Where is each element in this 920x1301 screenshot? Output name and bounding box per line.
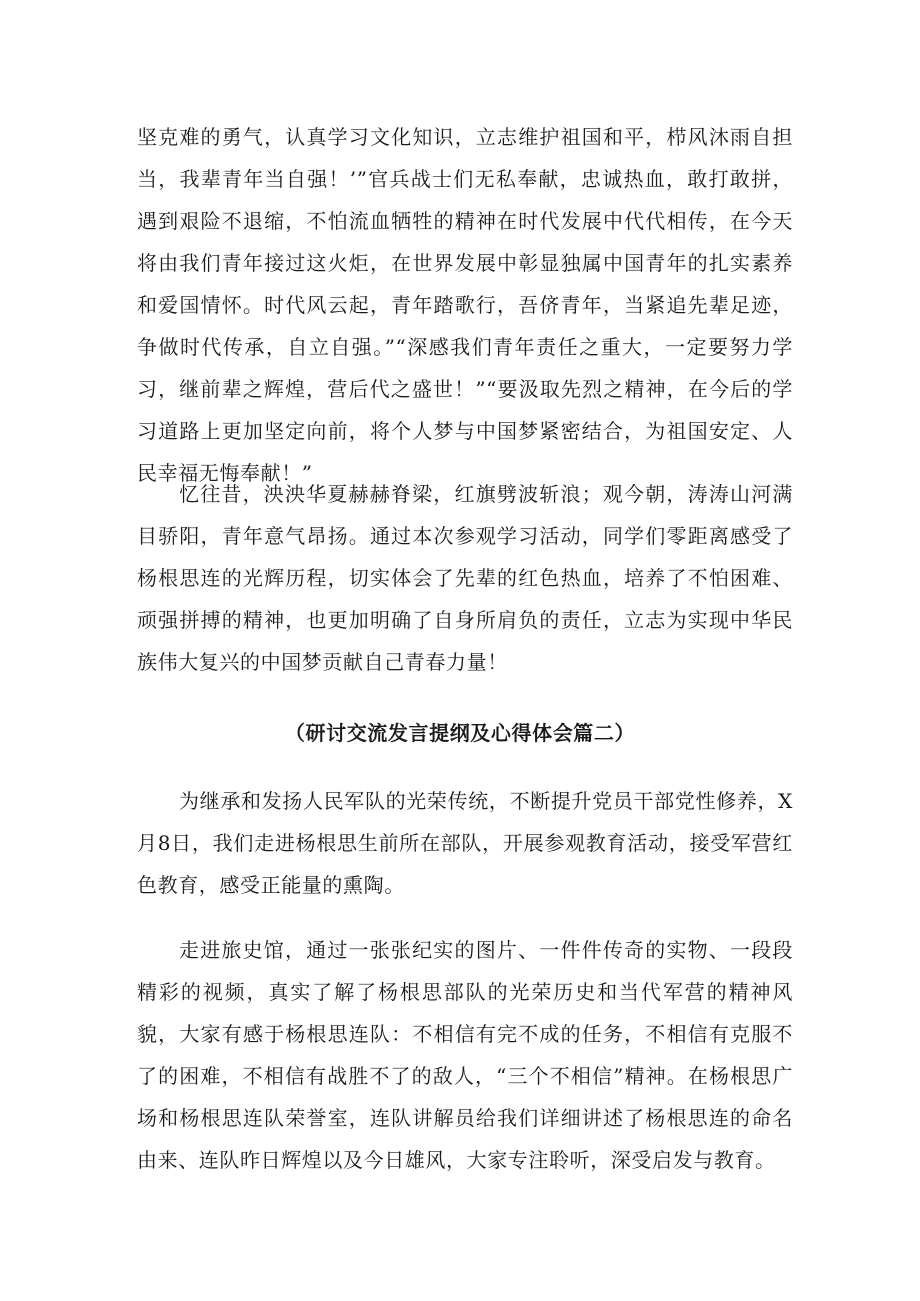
paragraph-museum-visit: 走进旅史馆，通过一张张纪实的图片、一件件传奇的实物、一段段精彩的视频，真实了解了杨根思部队的光荣历史和当代军营的精神风貌，大家有感于杨根思连队：不相信有完不成的任务，不相信有克服不了的困难，不相信有战胜不了的敌人，“三个不相信”精神。在杨根思广场和杨根思连队荣誉室，连队讲解员给我们详细讲述了杨根思连的命名由来、连队昨日辉煌以及今日雄风，大家专注聆听，深受启发与教育。	[137, 938, 793, 1172]
paragraph-reflection: 忆往昔，泱泱华夏赫赫脊梁，红旗劈波斩浪；观今朝，涛涛山河满目骄阳，青年意气昂扬。通过本次参观学习活动，同学们零距离感受了杨根思连的光辉历程，切实体会了先辈的红色热血，培养了不怕困难、顽强拼搏的精神，也更加明确了自身所肩负的责任，立志为实现中华民族伟大复兴的中国梦贡献自己青春力量！	[137, 482, 793, 674]
section-heading: （研讨交流发言提纲及心得体会篇二）	[284, 721, 636, 745]
paragraph-intro: 为继承和发扬人民军队的光荣传统，不断提升党员干部党性修养，X月8日，我们走进杨根思生前所在部队，开展参观教育活动，接受军营红色教育，感受正能量的熏陶。	[137, 789, 793, 897]
paragraph-continued: 坚克难的勇气，认真学习文化知识，立志维护祖国和平，栉风沐雨自担当，我辈青年当自强！’”官兵战士们无私奉献，忠诚热血，敢打敢拼，遇到艰险不退缩，不怕流血牺牲的精神在时代发展中代代相传，在今天将由我们青年接过这火炬，在世界发展中彰显独属中国青年的扎实素养和爱国情怀。时代风云起，青年踏歌行，吾侪青年，当紧追先辈足迹，争做时代传承，自立自强。”“深感我们青年责任之重大，一定要努力学习，继前辈之辉煌，营后代之盛世！”“要汲取先烈之精神，在今后的学习道路上更加坚定向前，将个人梦与中国梦紧密结合，为祖国安定、人民幸福无悔奉献！”	[137, 125, 793, 485]
